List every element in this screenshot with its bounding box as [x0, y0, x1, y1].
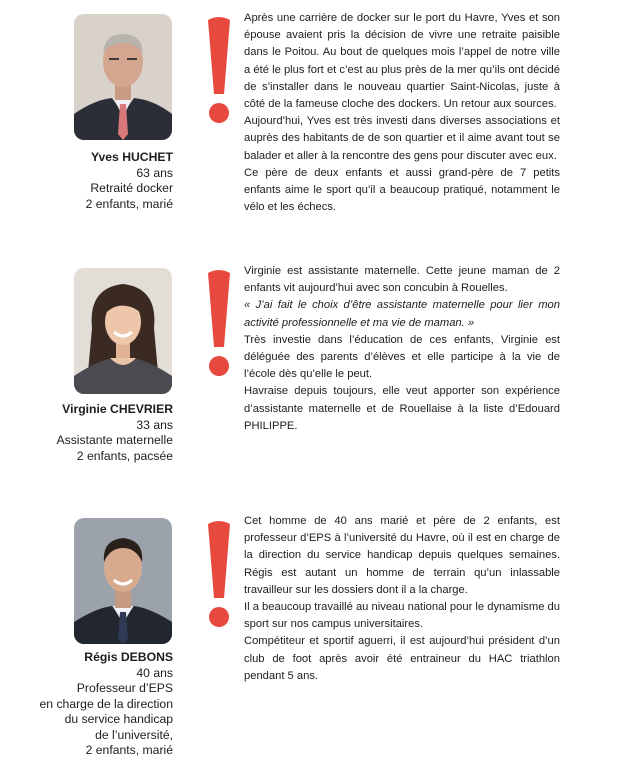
- biography-text: [244, 263, 560, 435]
- person-info: [56, 402, 173, 464]
- exclamation-icon: [205, 16, 233, 126]
- bio-paragraph: Havraise depuis toujours, elle veut apporter son expérience d’assistante maternelle et de Rouellaise à la liste d’Edouard PHILIPPE.: [244, 385, 560, 432]
- portrait-photo: [74, 518, 172, 644]
- exclamation-icon: [205, 520, 233, 630]
- bio-paragraph: Il a beaucoup travaillé au niveau national pour le dynamisme du sport sur nos campus universitaires.: [244, 601, 560, 631]
- biography-text: [244, 10, 560, 216]
- person-detail: 2 enfants, marié: [85, 743, 173, 757]
- portrait-photo: [74, 14, 172, 140]
- portrait-photo: [74, 268, 172, 394]
- bio-paragraph: Virginie est assistante maternelle. Cette jeune maman de 2 enfants vit aujourd’hui avec son concubin à Rouelles.: [244, 265, 560, 295]
- person-detail: en charge de la direction: [39, 696, 173, 711]
- bio-paragraph: Très investie dans l’éducation de ces enfants, Virginie est déléguée des parents d’élèves et elle participe à la vie de l’école dès qu’elle le peut.: [244, 333, 560, 381]
- person-age: 33 ans: [136, 417, 173, 432]
- person-info: [40, 650, 173, 759]
- person-name: Régis DEBONS: [84, 650, 173, 664]
- person-detail: 2 enfants, marié: [85, 196, 173, 211]
- person-detail: 2 enfants, pacsée: [76, 448, 173, 463]
- person-name: Virginie CHEVRIER: [62, 402, 173, 416]
- person-info: [86, 150, 173, 212]
- person-detail: Assistante maternelle: [56, 433, 173, 447]
- person-detail: du service handicap: [64, 712, 173, 726]
- person-age: 63 ans: [136, 165, 173, 180]
- biography-text: [244, 513, 560, 685]
- person-detail: Retraité docker: [90, 181, 173, 195]
- person-detail: de l’université,: [95, 727, 173, 742]
- person-name: Yves HUCHET: [91, 150, 173, 164]
- bio-paragraph: Compétiteur et sportif aguerri, il est aujourd’hui président d’un club de foot après avoir été entraineur du HAC triathlon pendant 5 ans.: [244, 635, 560, 682]
- bio-paragraph: Ce père de deux enfants et aussi grand-père de 7 petits enfants aime le sport qu’il a beaucoup pratiqué, notamment le vélo et les échecs.: [244, 166, 560, 214]
- bio-quote: « J’ai fait le choix d’être assistante maternelle pour lier mon activité professionnelle et ma vie de maman. »: [244, 299, 560, 329]
- person-age: 40 ans: [136, 665, 173, 680]
- exclamation-icon: [205, 269, 233, 379]
- bio-paragraph: Cet homme de 40 ans marié et père de 2 enfants, est professeur d’EPS à l’université du Havre, où il est en charge de la direction du service handicap depuis quelques semaines. Régis est autant un homme de terrain qu’un inlassable travailleur sur les dossiers dont il a la charge.: [244, 515, 560, 596]
- person-detail: Professeur d’EPS: [76, 681, 173, 695]
- bio-paragraph: Aujourd’hui, Yves est très investi dans diverses associations et auprès des habitants de de son quartier et il aime avant tout se balader et aller à la rencontre des gens pour discuter avec eux.: [244, 115, 560, 162]
- bio-paragraph: Après une carrière de docker sur le port du Havre, Yves et son épouse avaient pris la décision de vivre une retraite paisible dans le Poitou. Au bout de quelques mois l’appel de notre ville a été le plus fort et c’est au plus près de la mer qu’ils ont décidé de s’installer dans le nouveau quartier Saint-Nicolas, juste à côté de la fameuse cloche des dockers. Un retour aux sources.: [244, 12, 560, 111]
